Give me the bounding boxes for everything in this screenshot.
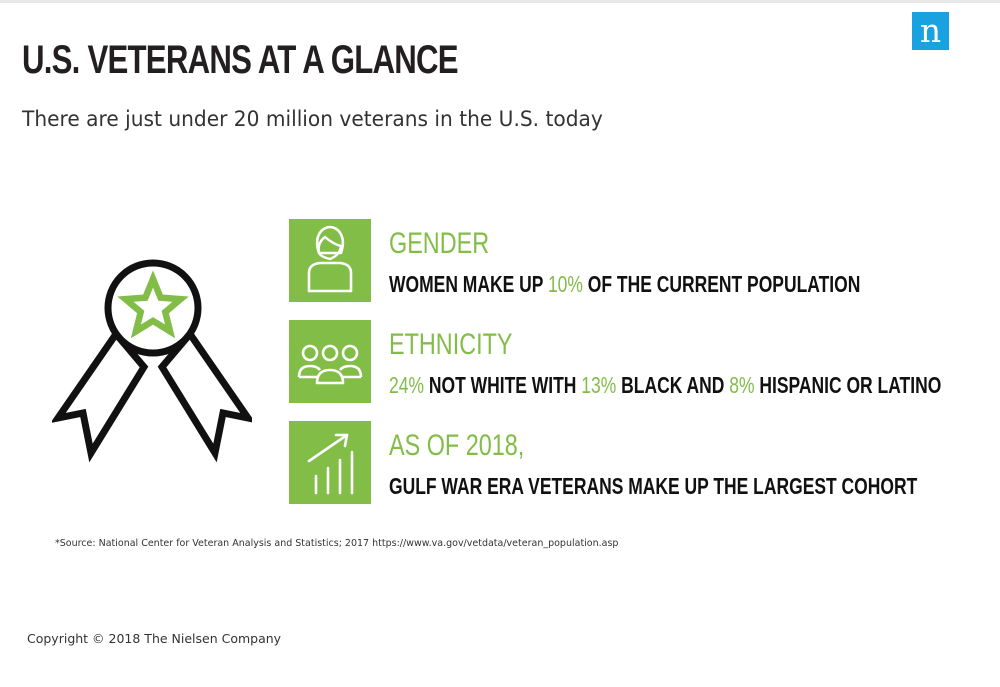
cohort-text: GULF WAR ERA VETERANS MAKE UP THE LARGEST COHORT <box>389 473 918 499</box>
copyright: Copyright © 2018 The Nielsen Company <box>27 631 282 646</box>
people-group-icon <box>289 320 371 403</box>
cohort-fact <box>289 421 929 504</box>
gender-highlight: 10% <box>547 271 583 297</box>
ethnicity-text: 24% NOT WHITE WITH 13% BLACK AND 8% HISPANIC OR LATINO <box>389 372 942 398</box>
woman-icon <box>289 219 371 302</box>
growth-chart-icon <box>289 421 371 504</box>
gender-tile <box>289 219 371 302</box>
gender-text: WOMEN MAKE UP 10% OF THE CURRENT POPULATION <box>389 271 861 297</box>
page-title: U.S. VETERANS AT A GLANCE <box>22 38 458 82</box>
ethnicity-fact <box>289 320 942 403</box>
top-divider <box>0 0 1000 3</box>
source-note: *Source: National Center for Veteran Analysis and Statistics; 2017 https://www.va.gov/vetdata/veteran_population.asp <box>55 538 619 549</box>
nielsen-logo: n <box>912 12 949 50</box>
page-subtitle: There are just under 20 million veterans in the U.S. today <box>22 107 603 131</box>
gender-heading: GENDER <box>389 227 490 260</box>
cohort-tile <box>289 421 371 504</box>
cohort-heading: AS OF 2018, <box>389 429 525 462</box>
award-ribbon-icon <box>52 258 252 468</box>
gender-fact <box>289 219 929 302</box>
ethnicity-heading: ETHNICITY <box>389 328 513 361</box>
ethnicity-tile <box>289 320 371 403</box>
